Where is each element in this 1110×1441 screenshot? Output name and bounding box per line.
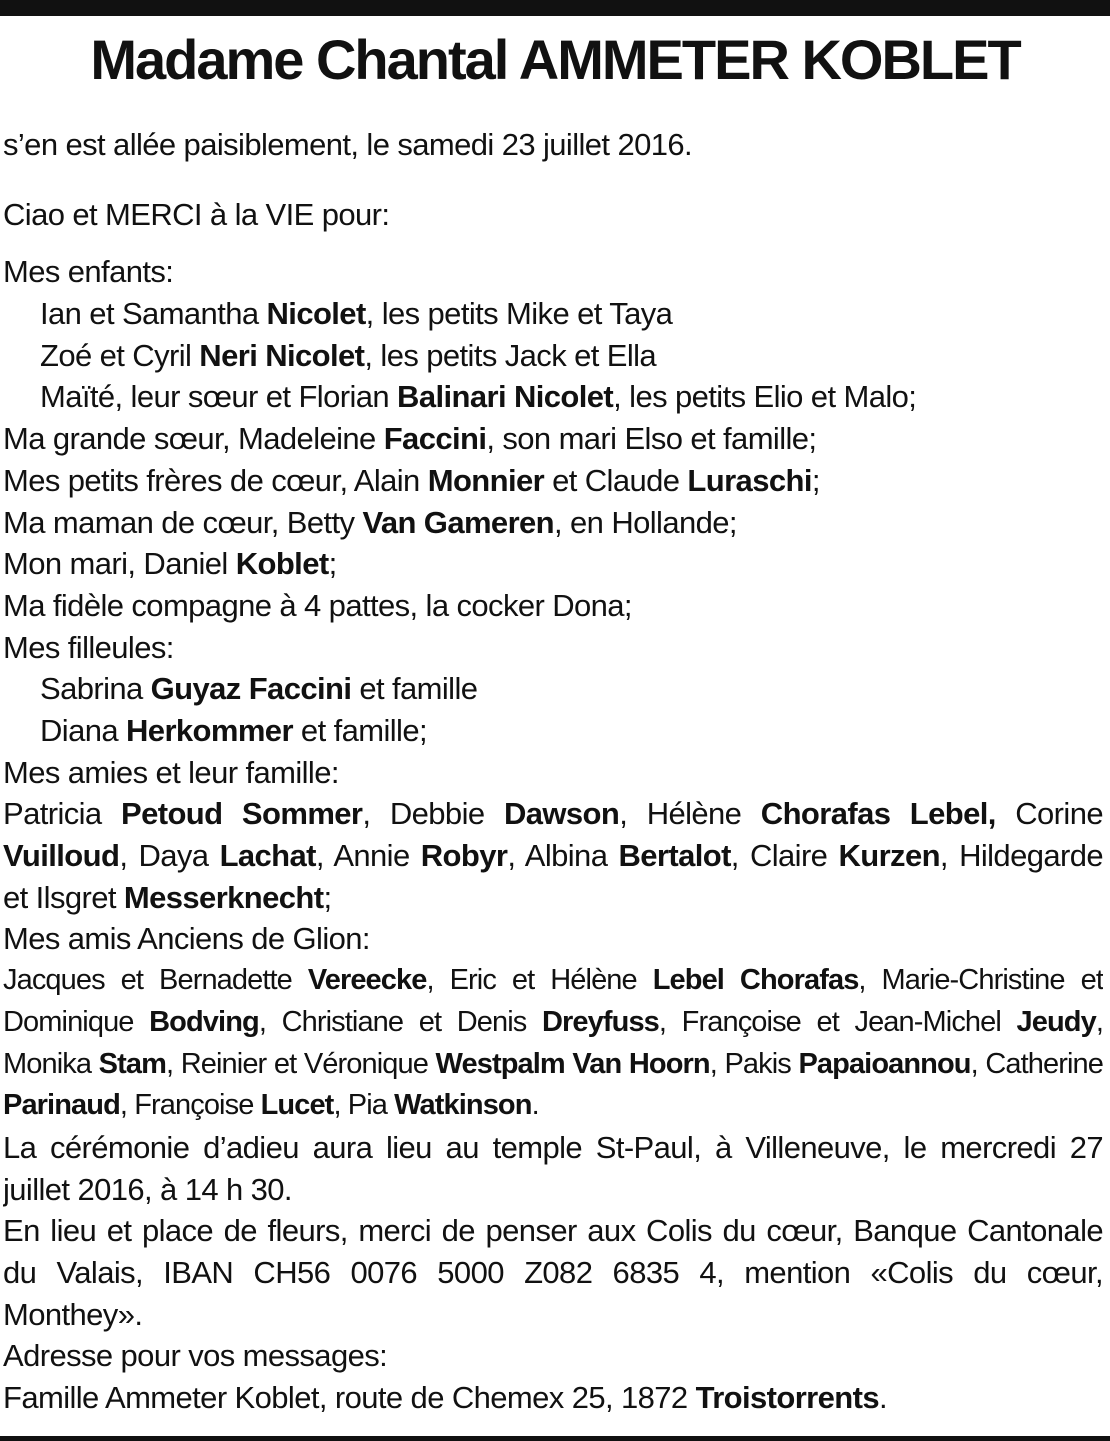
- family-name: Kurzen: [838, 838, 940, 874]
- intro-line: s’en est allée paisiblement, le samedi 23 juillet 2016.: [3, 127, 693, 162]
- family-name: Dawson: [503, 796, 620, 832]
- family-name: Neri Nicolet: [199, 337, 365, 373]
- friends-heading: Mes amies et leur famille:: [3, 754, 339, 790]
- family-name: Balinari Nicolet: [397, 379, 614, 415]
- goddaughter-line: Sabrina Guyaz Faccini et famille: [40, 671, 478, 707]
- family-name: Lebel Chorafas: [652, 964, 859, 997]
- flowers-paragraph: En lieu et place de fleurs, merci de penser aux Colis du cœur, Banque Cantonale du Valais, IBAN CH56 0076 5000 Z082 6835 4, mention «Colis du cœur, Monthey».: [3, 1213, 1103, 1332]
- top-rule: [0, 0, 1110, 16]
- family-name: Herkommer: [126, 712, 293, 748]
- mother-line: Ma maman de cœur, Betty Van Gameren, en Hollande;: [3, 504, 737, 540]
- family-name: Bodving: [149, 1005, 259, 1038]
- family-name: Chorafas Lebel,: [760, 796, 996, 832]
- family-name: Papaioannou: [798, 1047, 971, 1080]
- obituary-body: [3, 124, 1103, 1419]
- family-name: Robyr: [420, 838, 508, 874]
- bottom-rule: [0, 1436, 1110, 1441]
- sister-line: Ma grande sœur, Madeleine Faccini, son mari Elso et famille;: [3, 421, 817, 457]
- family-name: Koblet: [235, 546, 329, 582]
- family-name: Guyaz Faccini: [150, 671, 352, 707]
- family-name: Lachat: [219, 838, 316, 874]
- family-name: Stam: [98, 1047, 166, 1080]
- child-line: Zoé et Cyril Neri Nicolet, les petits Jack et Ella: [40, 337, 657, 373]
- husband-line: Mon mari, Daniel Koblet;: [3, 546, 337, 582]
- family-name: Luraschi: [687, 462, 812, 498]
- family-name: Westpalm Van Hoorn: [435, 1047, 710, 1080]
- family-name: Nicolet: [266, 296, 366, 332]
- glion-paragraph: Jacques et Bernadette Vereecke, Eric et Hélène Lebel Chorafas, Marie-Christine et Dominique Bodving, Christiane et Denis Dreyfuss, Françoise et Jean-Michel Jeudy, Monika Stam, Reinier et Véronique Westpalm Van Hoorn, Pakis Papaioannou, Catherine Parinaud, Françoise Lucet, Pia Watkinson.: [3, 964, 1103, 1122]
- ceremony-paragraph: La cérémonie d’adieu aura lieu au temple St-Paul, à Villeneuve, le mercredi 27 juillet 2016, à 14 h 30.: [3, 1129, 1103, 1207]
- family-name: Petoud Sommer: [121, 796, 363, 832]
- goddaughters-heading: Mes filleules:: [3, 629, 174, 665]
- family-name: Watkinson: [394, 1089, 532, 1122]
- goddaughter-line: Diana Herkommer et famille;: [40, 712, 427, 748]
- address-heading: Adresse pour vos messages:: [3, 1338, 388, 1374]
- family-name: Vereecke: [307, 964, 427, 997]
- family-name: Monnier: [427, 462, 545, 498]
- dog-line: Ma fidèle compagne à 4 pattes, la cocker Dona;: [3, 587, 632, 623]
- family-name: Lucet: [260, 1089, 334, 1122]
- family-name: Faccini: [383, 421, 487, 457]
- family-name: Messerknecht: [123, 879, 324, 915]
- family-name: Parinaud: [3, 1089, 120, 1122]
- address-line: Famille Ammeter Koblet, route de Chemex 25, 1872 Troistorrents.: [3, 1380, 888, 1416]
- brothers-line: Mes petits frères de cœur, Alain Monnier et Claude Luraschi;: [3, 462, 820, 498]
- family-name: Van Gameren: [362, 504, 555, 540]
- family-name: Bertalot: [618, 838, 731, 874]
- glion-heading: Mes amis Anciens de Glion:: [3, 921, 370, 957]
- family-name: Vuilloud: [3, 838, 120, 874]
- child-line: Maïté, leur sœur et Florian Balinari Nicolet, les petits Elio et Malo;: [40, 379, 917, 415]
- deceased-name-title: Madame Chantal AMMETER KOBLET: [90, 28, 1020, 91]
- child-line: Ian et Samantha Nicolet, les petits Mike et Taya: [40, 296, 673, 332]
- family-name: Jeudy: [1016, 1005, 1096, 1038]
- town-name: Troistorrents: [695, 1380, 879, 1416]
- children-heading: Mes enfants:: [3, 254, 174, 290]
- friends-paragraph: Patricia Petoud Sommer, Debbie Dawson, Hélène Chorafas Lebel, Corine Vuilloud, Daya Lachat, Annie Robyr, Albina Bertalot, Claire Kurzen, Hildegarde et Ilsgret Messerknecht;: [3, 796, 1103, 915]
- thanks-line: Ciao et MERCI à la VIE pour:: [3, 196, 390, 232]
- family-name: Dreyfuss: [541, 1005, 659, 1038]
